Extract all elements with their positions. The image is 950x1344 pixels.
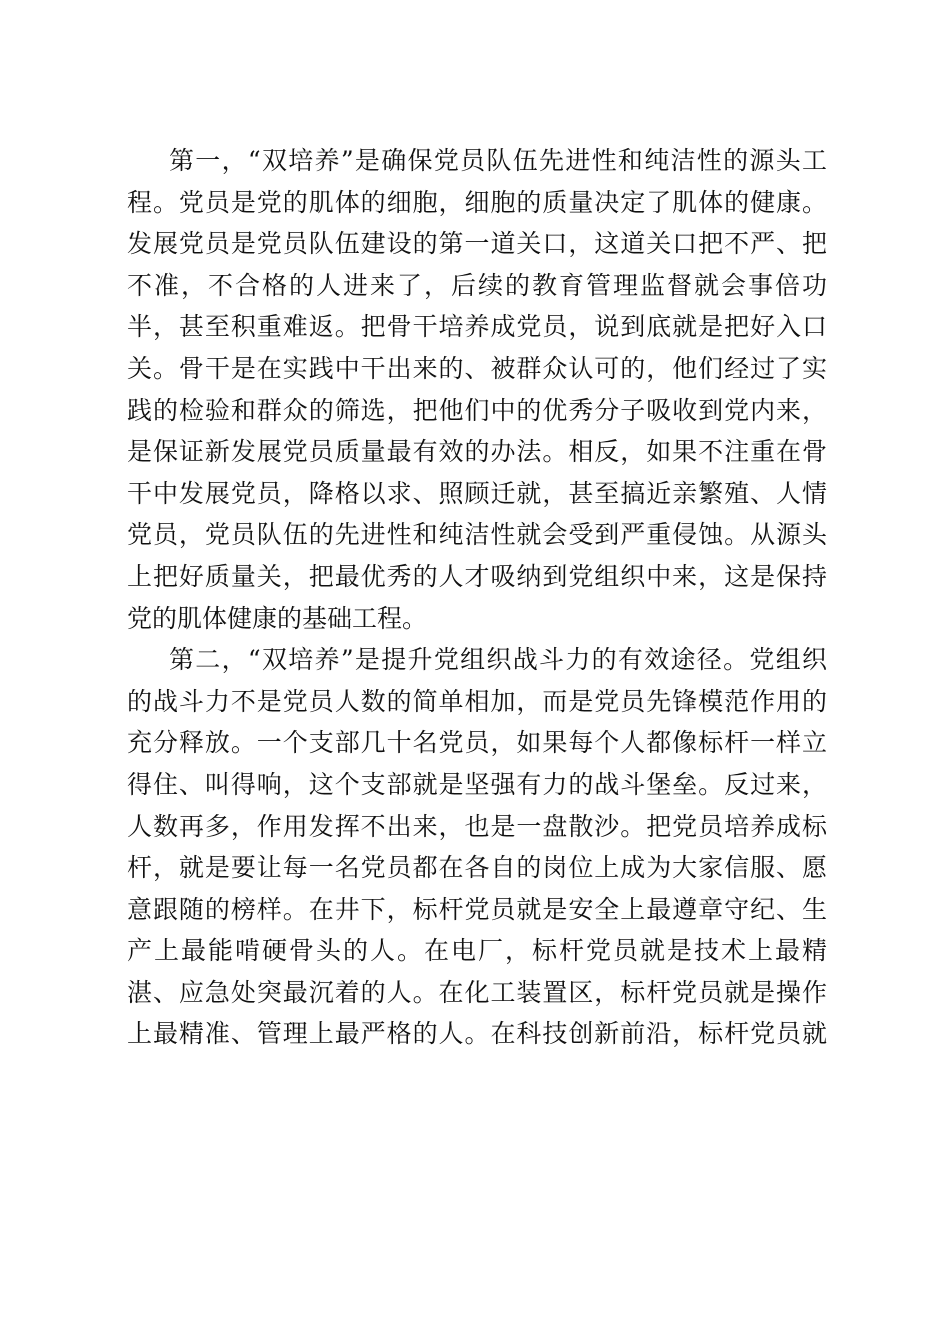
text-line: 得住、叫得响，这个支部就是坚强有力的战斗堡垒。反过来， [127,769,827,799]
text-line: 上把好质量关，把最优秀的人才吸纳到党组织中来，这是保持 [127,561,827,591]
text-line: 发展党员是党员队伍建设的第一道关口，这道关口把不严、把 [127,229,827,259]
text-line: 产上最能啃硬骨头的人。在电厂，标杆党员就是技术上最精 [127,936,827,966]
text-line: 关。骨干是在实践中干出来的、被群众认可的，他们经过了实 [127,353,827,383]
text-line: 程。党员是党的肌体的细胞，细胞的质量决定了肌体的健康。 [127,187,827,217]
text-line: 人数再多，作用发挥不出来，也是一盘散沙。把党员培养成标 [127,811,827,841]
text-line: 湛、应急处突最沉着的人。在化工装置区，标杆党员就是操作 [127,977,827,1007]
paragraph-2 [127,639,827,1055]
text-line: 充分释放。一个支部几十名党员，如果每个人都像标杆一样立 [127,728,827,758]
text-line: 的战斗力不是党员人数的简单相加，而是党员先锋模范作用的 [127,686,827,716]
text-line: 践的检验和群众的筛选，把他们中的优秀分子吸收到党内来， [127,395,827,425]
text-line: 不准，不合格的人进来了，后续的教育管理监督就会事倍功 [127,270,827,300]
paragraph-1 [127,140,827,639]
text-line: 党员，党员队伍的先进性和纯洁性就会受到严重侵蚀。从源头 [127,520,827,550]
text-line: 上最精准、管理上最严格的人。在科技创新前沿，标杆党员就 [127,1019,827,1049]
text-line: 是保证新发展党员质量最有效的办法。相反，如果不注重在骨 [127,437,827,467]
text-line: 第一，“双培养”是确保党员队伍先进性和纯洁性的源头工 [169,146,827,175]
document-body [127,140,827,1055]
text-line: 半，甚至积重难返。把骨干培养成党员，说到底就是把好入口 [127,312,827,342]
text-line: 第二，“双培养”是提升党组织战斗力的有效途径。党组织 [169,645,827,675]
text-line: 杆，就是要让每一名党员都在各自的岗位上成为大家信服、愿 [127,853,827,883]
text-line: 干中发展党员，降格以求、照顾迁就，甚至搞近亲繁殖、人情 [127,478,827,508]
text-line: 党的肌体健康的基础工程。 [127,603,428,633]
text-line: 意跟随的榜样。在井下，标杆党员就是安全上最遵章守纪、生 [127,894,827,924]
